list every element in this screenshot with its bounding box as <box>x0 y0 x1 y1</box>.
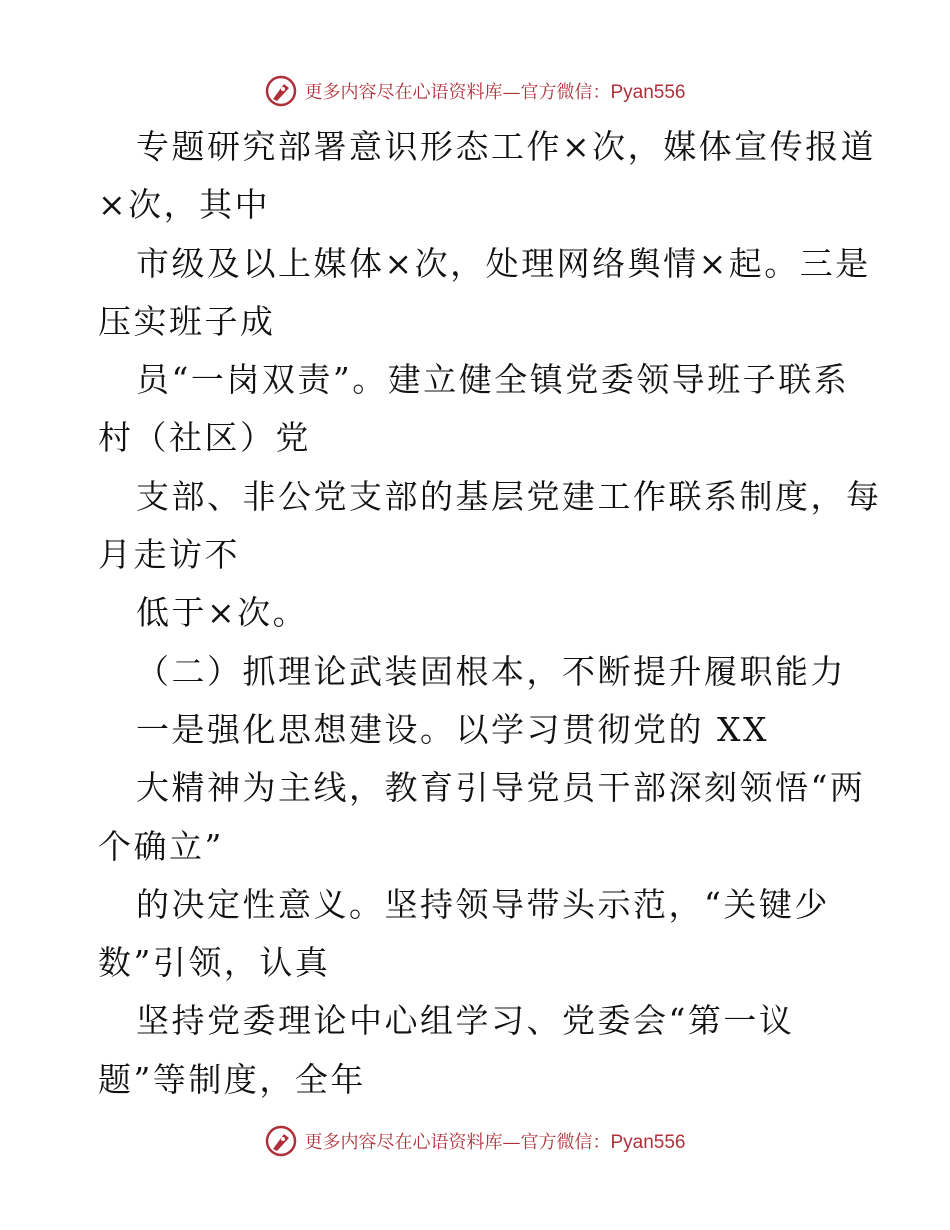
pen-nib-logo-icon <box>264 1124 298 1158</box>
footer-watermark <box>0 1124 950 1158</box>
header-watermark <box>0 74 950 108</box>
text-line: 的决定性意义。坚持领导带头示范，“关键少 <box>136 884 830 924</box>
text-line: 员“一岗双责”。建立健全镇党委领导班子联系 <box>136 360 850 400</box>
text-line: 低于×次。 <box>136 593 309 633</box>
section-heading: （二）抓理论武装固根本，不断提升履职能力 <box>136 651 846 691</box>
text-line: 村（社区）党 <box>98 418 311 458</box>
text-line: 数”引领，认真 <box>98 943 331 983</box>
pen-nib-logo-icon <box>264 74 298 108</box>
text-line: 支部、非公党支部的基层党建工作联系制度，每 <box>136 476 882 516</box>
text-line: ×次，其中 <box>98 185 271 225</box>
text-line: 大精神为主线，教育引导党员干部深刻领悟“两 <box>136 768 866 808</box>
text-line: 一是强化思想建设。以学习贯彻党的 XX <box>136 709 769 749</box>
text-line: 压实班子成 <box>98 301 276 341</box>
text-line: 坚持党委理论中心组学习、党委会“第一议 <box>136 1001 795 1041</box>
text-line: 题”等制度，全年 <box>98 1059 366 1099</box>
document-body <box>98 118 882 1109</box>
watermark-text: 更多内容尽在心语资料库—官方微信：Pyan556 <box>304 82 686 103</box>
watermark-text: 更多内容尽在心语资料库—官方微信：Pyan556 <box>304 1132 686 1153</box>
text-line: 市级及以上媒体×次，处理网络舆情×起。三是 <box>136 243 871 283</box>
text-line: 个确立” <box>98 826 224 866</box>
text-line: 专题研究部署意识形态工作×次，媒体宣传报道 <box>136 127 877 166</box>
text-line: 月走访不 <box>98 535 240 575</box>
